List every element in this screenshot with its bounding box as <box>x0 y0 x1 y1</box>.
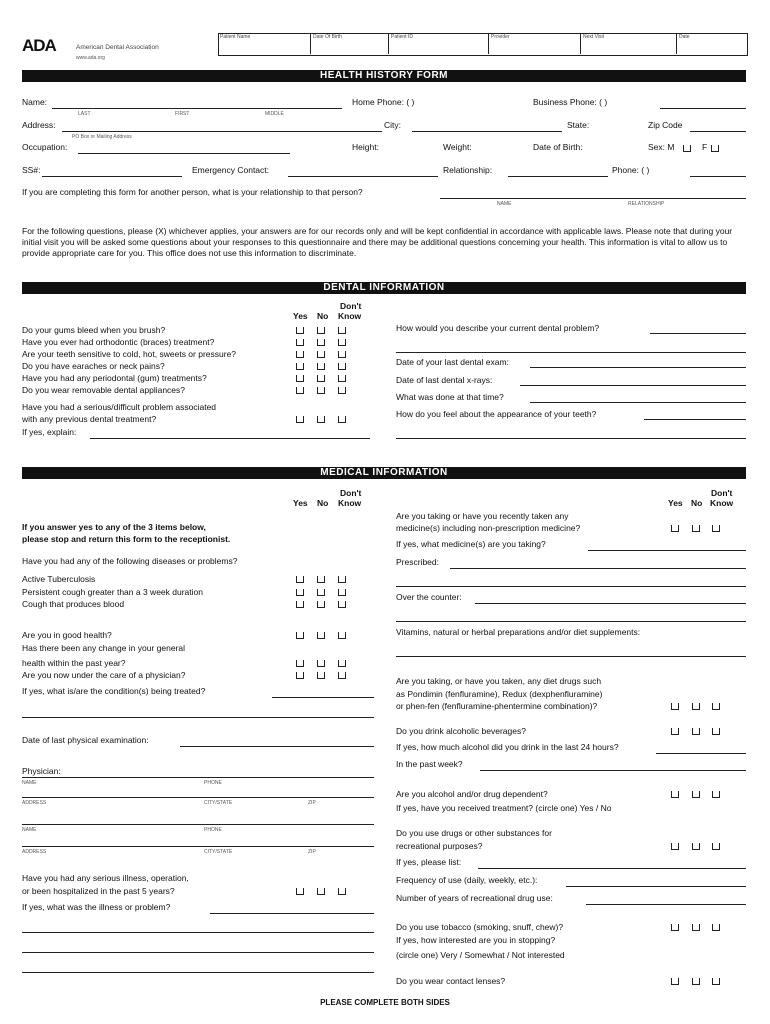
label-sex: Sex: M <box>648 142 675 152</box>
dental-q7a: Have you had a serious/difficult problem associated <box>22 402 217 412</box>
condition-q: If yes, what is/are the condition(s) being treated? <box>22 686 206 696</box>
header-field-next-visit[interactable]: Next Visit <box>580 33 676 54</box>
dental-section-title: DENTAL INFORMATION <box>22 282 746 294</box>
header-field-patient-id[interactable]: Patient ID <box>388 33 488 54</box>
diet-q1: Are you taking, or have you taken, any diet drugs such <box>396 676 602 686</box>
diet-q3: or phen-fen (fenfluramine-phentermine combination)? <box>396 701 598 711</box>
tobacco-no-checkbox[interactable] <box>692 924 700 931</box>
sub-last: LAST <box>78 111 91 117</box>
medical-col-no: No <box>317 498 329 508</box>
tb-dont-know-checkbox[interactable] <box>338 576 346 583</box>
dental-q1-dont-know-checkbox[interactable] <box>338 327 346 334</box>
dental-q1-yes-checkbox[interactable] <box>296 327 304 334</box>
illness-yes-checkbox[interactable] <box>296 888 304 895</box>
dental-q3-no-checkbox[interactable] <box>317 351 325 358</box>
label-city: City: <box>384 120 401 130</box>
meds-q1: Are you taking or have you recently taken any <box>396 511 569 521</box>
change-q2: health within the past year? <box>22 658 126 668</box>
sub-phys2-zip: ZIP <box>308 849 316 855</box>
dental-q6-no-checkbox[interactable] <box>317 387 325 394</box>
dental-q1-no-checkbox[interactable] <box>317 327 325 334</box>
label-home-phone: Home Phone: ( ) <box>352 97 415 107</box>
address-field[interactable] <box>62 131 382 132</box>
blood-q: Cough that produces blood <box>22 599 125 609</box>
sex-f-checkbox[interactable] <box>711 145 719 152</box>
dental-explain-field[interactable] <box>90 438 370 439</box>
diet-drugs-no-checkbox[interactable] <box>692 703 700 710</box>
label-relationship: Relationship: <box>443 165 493 175</box>
years-label: Number of years of recreational drug use: <box>396 893 553 903</box>
zip-field[interactable] <box>690 131 746 132</box>
physician-care-dont-know-checkbox[interactable] <box>338 672 346 679</box>
occupation-field[interactable] <box>78 153 290 154</box>
recreational-no-checkbox[interactable] <box>692 843 700 850</box>
good-health-no-checkbox[interactable] <box>317 632 325 639</box>
physician2-name-field[interactable] <box>22 824 374 825</box>
dental-r3: Date of last dental x-rays: <box>396 375 493 385</box>
label-sex-f: F <box>702 142 708 152</box>
medicines-dont-know-checkbox[interactable] <box>712 525 720 532</box>
health-change-yes-checkbox[interactable] <box>296 660 304 667</box>
city-field[interactable] <box>412 131 562 132</box>
dental-q3-yes-checkbox[interactable] <box>296 351 304 358</box>
vitamins-label: Vitamins, natural or herbal preparations and/or diet supplements: <box>396 627 641 637</box>
dental-q5-dont-know-checkbox[interactable] <box>338 375 346 382</box>
health-change-dont-know-checkbox[interactable] <box>338 660 346 667</box>
dental-q6-yes-checkbox[interactable] <box>296 387 304 394</box>
medical-col-dont: Don't <box>340 488 362 498</box>
header-field-dob[interactable]: Date Of Birth <box>310 33 388 54</box>
dental-r5-field2[interactable] <box>396 438 746 439</box>
sub-middle: MIDDLE <box>265 111 284 117</box>
dental-q5-yes-checkbox[interactable] <box>296 375 304 382</box>
intro-paragraph: For the following questions, please (X) whichever applies, your answers are for our records only and will be kept confidential in accordance with applicable laws. Please note that during your initial visit you will be asked some questions about your responses to this questionnaire and there may be additional questions concerning your health. This information is vital to allow us to provide appropriate care for you. This office does not use this information to discriminate. <box>22 226 733 258</box>
sub-phys-phone: PHONE <box>204 780 222 786</box>
sub-po-box: PO Box or Mailing Address <box>72 134 132 140</box>
label-phone: Phone: ( ) <box>612 165 650 175</box>
dental-q7-dont-know-checkbox[interactable] <box>338 416 346 423</box>
dental-r1-field2[interactable] <box>396 352 746 353</box>
illness-field[interactable] <box>210 913 374 914</box>
last-exam-field[interactable] <box>180 746 374 747</box>
dependent-q2: If yes, have you received treatment? (circle one) Yes / No <box>396 803 612 813</box>
dental-r2-field[interactable] <box>530 367 746 368</box>
dental-q2-dont-know-checkbox[interactable] <box>338 339 346 346</box>
alcohol-q2: If yes, how much alcohol did you drink in the last 24 hours? <box>396 742 619 752</box>
dental-q4-yes-checkbox[interactable] <box>296 363 304 370</box>
header-field-patient-name[interactable]: Patient Name <box>220 34 251 40</box>
dependent-q1: Are you alcohol and/or drug dependent? <box>396 789 548 799</box>
label-ssn: SS#: <box>22 165 41 175</box>
health-change-no-checkbox[interactable] <box>317 660 325 667</box>
recreational-yes-checkbox[interactable] <box>671 843 679 850</box>
dental-r5: How do you feel about the appearance of your teeth? <box>396 409 597 419</box>
dependent-dont-know-checkbox[interactable] <box>712 791 720 798</box>
meds-field[interactable] <box>588 550 746 551</box>
emergency-field[interactable] <box>288 176 438 177</box>
recreational-q2: recreational purposes? <box>396 841 483 851</box>
prescribed-field2[interactable] <box>396 586 746 587</box>
good-health-yes-checkbox[interactable] <box>296 632 304 639</box>
ada-logo: ADA <box>22 36 56 55</box>
dental-q6-dont-know-checkbox[interactable] <box>338 387 346 394</box>
relationship-field[interactable] <box>508 176 608 177</box>
illness-q2: or been hospitalized in the past 5 years? <box>22 886 175 896</box>
recreational-q3: If yes, please list: <box>396 857 462 867</box>
dental-r4: What was done at that time? <box>396 392 504 402</box>
alcohol-24h-field[interactable] <box>656 753 746 754</box>
ssn-field[interactable] <box>42 176 182 177</box>
cough-q: Persistent cough greater than a 3 week duration <box>22 587 203 597</box>
dental-q5-no-checkbox[interactable] <box>317 375 325 382</box>
label-state: State: <box>567 120 590 130</box>
medical-r-col-no: No <box>691 498 703 508</box>
medical-r-col-dont: Don't <box>711 488 733 498</box>
sub-phys2-address: ADDRESS <box>22 849 47 855</box>
alcohol-dont-know-checkbox[interactable] <box>712 728 720 735</box>
dental-q2-yes-checkbox[interactable] <box>296 339 304 346</box>
sub-phys-zip: ZIP <box>308 800 316 806</box>
dental-q2: Have you ever had orthodontic (braces) treatment? <box>22 337 215 347</box>
otc-field2[interactable] <box>396 621 746 622</box>
lenses-q: Do you wear contact lenses? <box>396 976 506 986</box>
alcohol-q1: Do you drink alcoholic beverages? <box>396 726 526 736</box>
dental-q3-dont-know-checkbox[interactable] <box>338 351 346 358</box>
medical-col-yes: Yes <box>293 498 308 508</box>
condition-field2[interactable] <box>22 717 374 718</box>
dental-q7-no-checkbox[interactable] <box>317 416 325 423</box>
medicines-yes-checkbox[interactable] <box>671 525 679 532</box>
label-occupation: Occupation: <box>22 142 68 152</box>
dental-q4-dont-know-checkbox[interactable] <box>338 363 346 370</box>
stop-note-2: please stop and return this form to the receptionist. <box>22 534 231 544</box>
dental-r5-field[interactable] <box>644 419 746 420</box>
sub-phys2-city: CITY/STATE <box>204 849 233 855</box>
change-q1: Has there been any change in your general <box>22 643 186 653</box>
dental-q3: Are your teeth sensitive to cold, hot, sweets or pressure? <box>22 349 237 359</box>
dental-col-know: Know <box>338 311 362 321</box>
diet-drugs-yes-checkbox[interactable] <box>671 703 679 710</box>
dental-r1-field[interactable] <box>650 333 746 334</box>
cough-yes-checkbox[interactable] <box>296 589 304 596</box>
tb-q: Active Tuberculosis <box>22 574 96 584</box>
medical-r-col-know: Know <box>710 498 734 508</box>
sub-phys-city: CITY/STATE <box>204 800 233 806</box>
physician-label: Physician: <box>22 766 61 776</box>
frequency-label: Frequency of use (daily, weekly, etc.): <box>396 875 538 885</box>
prescribed-field[interactable] <box>450 568 746 569</box>
illness-field4[interactable] <box>22 972 374 973</box>
dental-q1: Do your gums bleed when you brush? <box>22 325 166 335</box>
sub-phys-name: NAME <box>22 780 37 786</box>
illness-dont-know-checkbox[interactable] <box>338 888 346 895</box>
dental-col-no: No <box>317 311 329 321</box>
dental-q6: Do you wear removable dental appliances? <box>22 385 186 395</box>
tobacco-q1: Do you use tobacco (smoking, snuff, chew)? <box>396 922 564 932</box>
meds-q3: If yes, what medicine(s) are you taking? <box>396 539 546 549</box>
dental-q4: Do you have earaches or neck pains? <box>22 361 165 371</box>
tobacco-dont-know-checkbox[interactable] <box>712 924 720 931</box>
form-title: HEALTH HISTORY FORM <box>22 70 746 82</box>
sub-name: NAME <box>497 201 512 207</box>
physician-name-field[interactable] <box>22 777 374 778</box>
sub-phys2-phone: PHONE <box>204 827 222 833</box>
illness-no-checkbox[interactable] <box>317 888 325 895</box>
condition-field[interactable] <box>272 697 374 698</box>
good-health-q: Are you in good health? <box>22 630 112 640</box>
label-zip: Zip Code <box>648 120 683 130</box>
dental-q4-no-checkbox[interactable] <box>317 363 325 370</box>
diseases-q: Have you had any of the following diseases or problems? <box>22 556 238 566</box>
footer-note: PLEASE COMPLETE BOTH SIDES <box>320 998 450 1007</box>
stop-note-1: If you answer yes to any of the 3 items below, <box>22 522 206 532</box>
sub-first: FIRST <box>175 111 190 117</box>
alcohol-q3: In the past week? <box>396 759 463 769</box>
other-person-field[interactable] <box>440 198 746 199</box>
dental-r4-field[interactable] <box>530 402 746 403</box>
header-field-provider[interactable]: Provider <box>488 33 580 54</box>
tobacco-yes-checkbox[interactable] <box>671 924 679 931</box>
alcohol-no-checkbox[interactable] <box>692 728 700 735</box>
recreational-list-field[interactable] <box>478 868 746 869</box>
contact-lenses-dont-know-checkbox[interactable] <box>712 978 720 985</box>
medical-r-col-yes: Yes <box>668 498 683 508</box>
good-health-dont-know-checkbox[interactable] <box>338 632 346 639</box>
dental-r3-field[interactable] <box>520 385 746 386</box>
diet-q2: as Pondimin (fenfluramine), Redux (dexphenfluramine) <box>396 689 603 699</box>
cough-dont-know-checkbox[interactable] <box>338 589 346 596</box>
physician-care-no-checkbox[interactable] <box>317 672 325 679</box>
sex-m-checkbox[interactable] <box>683 145 691 152</box>
dental-q7b: with any previous dental treatment? <box>22 414 157 424</box>
alcohol-week-field[interactable] <box>480 770 746 771</box>
illness-q1: Have you had any serious illness, operation, <box>22 873 189 883</box>
meds-q2: medicine(s) including non-prescription medicine? <box>396 523 581 533</box>
dental-r2: Date of your last dental exam: <box>396 357 509 367</box>
header-field-date[interactable]: Date <box>676 33 746 54</box>
blood-dont-know-checkbox[interactable] <box>338 601 346 608</box>
tobacco-q3: (circle one) Very / Somewhat / Not interested <box>396 950 565 960</box>
last-exam-q: Date of last physical examination: <box>22 735 149 745</box>
medical-section-title: MEDICAL INFORMATION <box>22 467 746 479</box>
label-business-phone: Business Phone: ( ) <box>533 97 608 107</box>
dental-q5: Have you had any periodontal (gum) treatments? <box>22 373 207 383</box>
phone-field[interactable] <box>690 176 746 177</box>
dental-explain: If yes, explain: <box>22 427 77 437</box>
label-name: Name: <box>22 97 48 107</box>
label-other-person: If you are completing this form for another person, what is your relationship to that person? <box>22 187 363 197</box>
prescribed-label: Prescribed: <box>396 557 439 567</box>
label-weight: Weight: <box>443 142 472 152</box>
physician-care-yes-checkbox[interactable] <box>296 672 304 679</box>
years-field[interactable] <box>586 904 746 905</box>
label-dob: Date of Birth: <box>533 142 583 152</box>
contact-lenses-yes-checkbox[interactable] <box>671 978 679 985</box>
dental-r1: How would you describe your current dental problem? <box>396 323 600 333</box>
physician-address-field[interactable] <box>22 797 374 798</box>
sub-phys2-name: NAME <box>22 827 37 833</box>
blood-yes-checkbox[interactable] <box>296 601 304 608</box>
illness-field3[interactable] <box>22 952 374 953</box>
dental-q2-no-checkbox[interactable] <box>317 339 325 346</box>
otc-label: Over the counter: <box>396 592 462 602</box>
diet-drugs-dont-know-checkbox[interactable] <box>712 703 720 710</box>
business-phone-field[interactable] <box>660 108 746 109</box>
tobacco-q2: If yes, how interested are you in stopping? <box>396 935 556 945</box>
illness-q3: If yes, what was the illness or problem? <box>22 902 171 912</box>
sub-phys-address: ADDRESS <box>22 800 47 806</box>
dental-col-yes: Yes <box>293 311 308 321</box>
sub-relationship: RELATIONSHIP <box>628 201 665 207</box>
contact-lenses-no-checkbox[interactable] <box>692 978 700 985</box>
illness-field2[interactable] <box>22 932 374 933</box>
frequency-field[interactable] <box>566 886 746 887</box>
blood-no-checkbox[interactable] <box>317 601 325 608</box>
vitamins-field[interactable] <box>396 656 746 657</box>
label-address: Address: <box>22 120 56 130</box>
physician-care-q: Are you now under the care of a physician? <box>22 670 186 680</box>
medicines-no-checkbox[interactable] <box>692 525 700 532</box>
dental-q7-yes-checkbox[interactable] <box>296 416 304 423</box>
physician2-address-field[interactable] <box>22 846 374 847</box>
dependent-yes-checkbox[interactable] <box>671 791 679 798</box>
name-field[interactable] <box>52 108 342 109</box>
label-emergency: Emergency Contact: <box>192 165 270 175</box>
label-height: Height: <box>352 142 379 152</box>
medical-col-know: Know <box>338 498 362 508</box>
org-name: American Dental Association <box>76 44 159 51</box>
dental-col-dont: Don't <box>340 301 362 311</box>
dependent-no-checkbox[interactable] <box>692 791 700 798</box>
alcohol-yes-checkbox[interactable] <box>671 728 679 735</box>
recreational-q1: Do you use drugs or other substances for <box>396 828 552 838</box>
tb-yes-checkbox[interactable] <box>296 576 304 583</box>
cough-no-checkbox[interactable] <box>317 589 325 596</box>
recreational-dont-know-checkbox[interactable] <box>712 843 720 850</box>
org-url: www.ada.org <box>76 55 105 61</box>
tb-no-checkbox[interactable] <box>317 576 325 583</box>
otc-field[interactable] <box>475 603 746 604</box>
